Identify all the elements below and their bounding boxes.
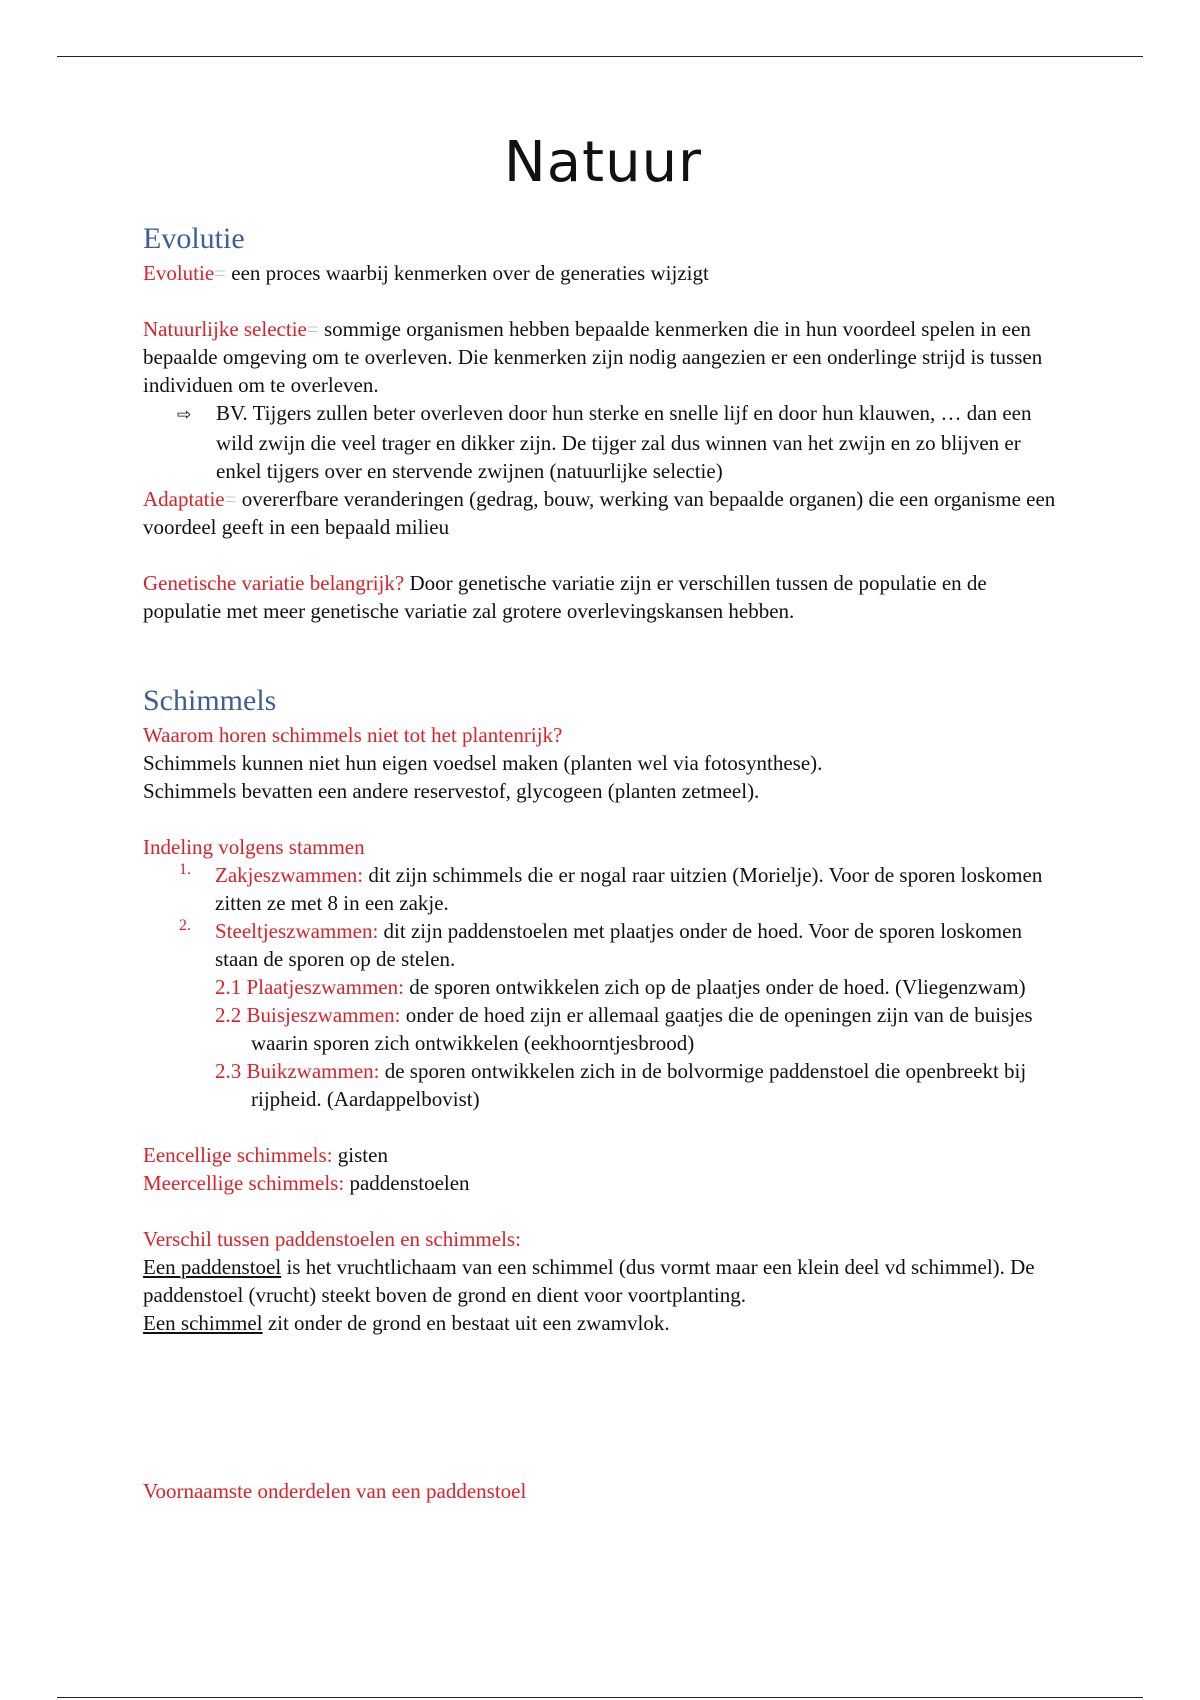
eencellige-schimmels [143, 1141, 1063, 1169]
question-plantenrijk: Waarom horen schimmels niet tot het plantenrijk? [143, 723, 563, 747]
schimmel-definitie [143, 1309, 1063, 1337]
list-item [143, 861, 1063, 917]
plaatjeszwammen-text: de sporen ontwikkelen zich op de plaatjes onder de hoed. (Vliegenzwam) [403, 975, 1026, 999]
genetische-variatie [143, 569, 1063, 625]
sub-list-item [143, 1057, 1063, 1113]
term-genetische-variatie: Genetische variatie belangrijk? [143, 571, 405, 595]
indeling-title: Indeling volgens stammen [143, 835, 365, 859]
meercellige-schimmels [143, 1169, 1063, 1197]
sub-list-item [143, 1001, 1063, 1057]
def-adaptatie [143, 485, 1063, 541]
def-evolutie [143, 259, 1063, 287]
term-evolutie: Evolutie [143, 261, 215, 285]
zakjeszwammen-text: dit zijn schimmels die er nogal raar uitzien (Morielje). Voor de sporen loskomen zitten ze met 8 in een zakje. [215, 863, 1043, 915]
term-buikzwammen: 2.3 Buikzwammen: [215, 1059, 380, 1083]
document-body [143, 130, 1063, 1505]
term-eencellig: Eencellige schimmels: [143, 1143, 333, 1167]
sub-list-item [143, 973, 1063, 1001]
onderdelen-title: Voornaamste onderdelen van een paddenstoel [143, 1479, 527, 1503]
buikzwammen-text: de sporen ontwikkelen zich in de bolvormige paddenstoel die openbreekt bij rijpheid. (Aardappelbovist) [251, 1059, 1027, 1111]
arrow-icon: ⇨ [177, 405, 192, 425]
term-steeltjeszwammen: Steeltjeszwammen: [215, 919, 379, 943]
schimmel-underlined: Een schimmel [143, 1311, 263, 1335]
equals-sign: = [224, 487, 237, 511]
steeltjeszwammen-text: dit zijn paddenstoelen met plaatjes onder de hoed. Voor de sporen loskomen staan de sporen op de stelen. [215, 919, 1022, 971]
eencellig-text: gisten [332, 1143, 388, 1167]
genetische-variatie-text: Door genetische variatie zijn er verschillen tussen de populatie en de populatie met meer genetische variatie zal grotere overlevingskansen hebben. [143, 571, 987, 623]
schimmel-text: zit onder de grond en bestaat uit een zwamvlok. [262, 1311, 670, 1335]
list-number: 2. [179, 917, 191, 934]
term-natuurlijke-selectie: Natuurlijke selectie [143, 317, 307, 341]
paddenstoel-text: is het vruchtlichaam van een schimmel (dus vormt maar een klein deel vd schimmel). De paddenstoel (vrucht) steekt boven de grond en dient voor voortplanting. [143, 1255, 1035, 1307]
paddenstoel-definitie [143, 1253, 1063, 1309]
answer-line-2: Schimmels bevatten een andere reservestof, glycogeen (planten zetmeel). [143, 779, 760, 803]
term-zakjeszwammen: Zakjeszwammen: [215, 863, 364, 887]
top-rule [57, 56, 1143, 57]
example-item [143, 399, 1063, 485]
meercellig-text: paddenstoelen [344, 1171, 470, 1195]
heading-schimmels: Schimmels [143, 684, 277, 717]
answer-line-1: Schimmels kunnen niet hun eigen voedsel maken (planten wel via fotosynthese). [143, 751, 823, 775]
buisjeszwammen-text: onder de hoed zijn er allemaal gaatjes die de openingen zijn van de buisjes waarin sporen zich ontwikkelen (eekhoorntjesbrood) [251, 1003, 1033, 1055]
list-number: 1. [179, 861, 191, 878]
verschil-title: Verschil tussen paddenstoelen en schimmels: [143, 1227, 521, 1251]
term-buisjeszwammen: 2.2 Buisjeszwammen: [215, 1003, 401, 1027]
heading-evolutie: Evolutie [143, 222, 245, 255]
equals-sign: = [214, 261, 226, 285]
paddenstoel-underlined: Een paddenstoel [143, 1255, 282, 1279]
term-adaptatie: Adaptatie [143, 487, 225, 511]
def-selectie-text: sommige organismen hebben bepaalde kenmerken die in hun voordeel spelen in een bepaalde omgeving om te overleven. Die kenmerken zijn nodig aangezien er een onderlinge strijd is tussen individuen om te overleven. [143, 317, 1043, 397]
example-text: BV. Tijgers zullen beter overleven door hun sterke en snelle lijf en door hun klauwen, … dan een wild zwijn die veel trager en dikker zijn. De tijger zal dus winnen van het zwijn en zo blijven er enkel tijgers over en stervende zwijnen (natuurlijke selectie) [216, 401, 1032, 483]
def-evolutie-text: een proces waarbij kenmerken over de generaties wijzigt [226, 261, 709, 285]
term-meercellig: Meercellige schimmels: [143, 1171, 345, 1195]
list-item [143, 917, 1063, 973]
term-plaatjeszwammen: 2.1 Plaatjeszwammen: [215, 975, 404, 999]
page-title: Natuur [503, 130, 703, 195]
def-adaptatie-text: overerfbare veranderingen (gedrag, bouw, werking van bepaalde organen) die een organisme een voordeel geeft in een bepaald milieu [143, 487, 1056, 539]
equals-sign: = [306, 317, 319, 341]
def-natuurlijke-selectie [143, 315, 1063, 399]
bottom-rule [57, 1697, 1143, 1698]
